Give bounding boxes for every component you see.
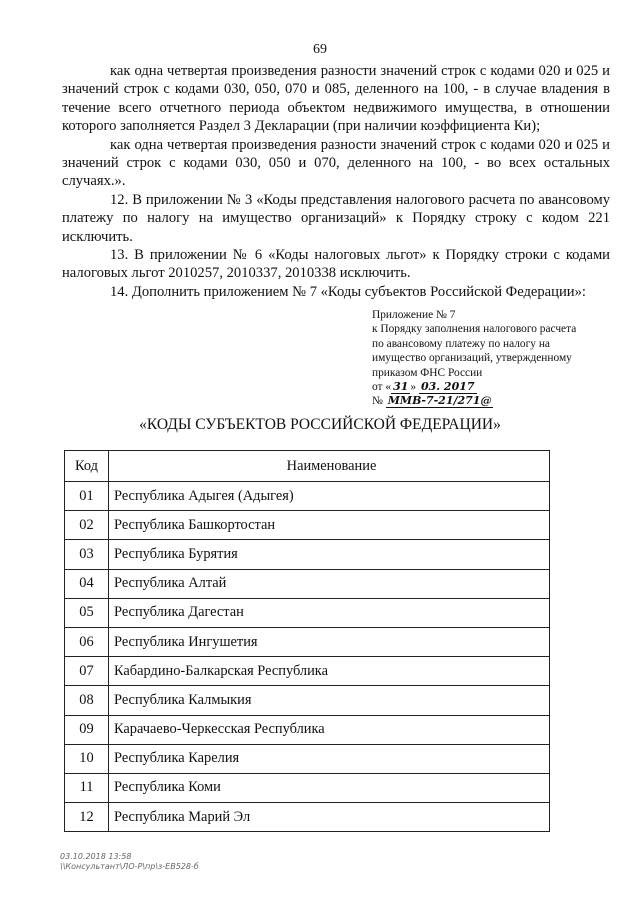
- cell-code: 10: [65, 744, 109, 773]
- appendix-line: Приложение № 7: [372, 309, 456, 321]
- paragraph: как одна четвертая произведения разности значений строк с кодами 020 и 025 и значений строк с кодами 030, 050, 070 и 085, деленного на 100, - в случае владения в течение всего отчетного периода объектом недвижимого имущества, в отношении которого заполняется Раздел 3 Декларации (при наличии коэффициента Ки);: [62, 63, 610, 135]
- appendix-header: [372, 308, 622, 409]
- appendix-line: к Порядку заполнения налогового расчета: [372, 323, 577, 336]
- table-row: [65, 773, 550, 802]
- cell-code: 07: [65, 657, 109, 686]
- appendix-line: по авансовому платежу по налогу на: [372, 337, 550, 350]
- table-row: [65, 540, 550, 569]
- cell-code: 02: [65, 511, 109, 540]
- body-text: [62, 62, 610, 301]
- cell-code: 09: [65, 715, 109, 744]
- table-row: [65, 686, 550, 715]
- region-codes-table: [64, 450, 550, 832]
- table-header-row: [65, 451, 550, 482]
- number-value: ММВ-7-21/271@: [387, 394, 492, 408]
- stamp-line: \\Консультант\ЛО-Р\пр\з-ЕВ528-б: [60, 861, 199, 871]
- table-row: [65, 511, 550, 540]
- table-row: [65, 715, 550, 744]
- table-row: [65, 627, 550, 656]
- table-row: [65, 744, 550, 773]
- header-name: Наименование: [109, 451, 550, 482]
- cell-code: 01: [65, 482, 109, 511]
- header-code: Код: [65, 451, 109, 482]
- cell-code: 11: [65, 773, 109, 802]
- table-row: [65, 598, 550, 627]
- page-number: 69: [313, 42, 327, 57]
- table-row: [65, 657, 550, 686]
- cell-name: Республика Адыгея (Адыгея): [109, 482, 550, 511]
- cell-name: Республика Бурятия: [109, 540, 550, 569]
- cell-name: Республика Дагестан: [109, 598, 550, 627]
- date-mid: »: [410, 381, 417, 394]
- cell-name: Республика Алтай: [109, 569, 550, 598]
- paragraph: 12. В приложении № 3 «Коды представления налогового расчета по авансовому платежу по налогу на имущество организаций» к Порядку строку с кодом 221 исключить.: [62, 191, 610, 245]
- paragraph: 14. Дополнить приложением № 7 «Коды субъектов Российской Федерации»:: [110, 283, 586, 300]
- cell-code: 08: [65, 686, 109, 715]
- table-row: [65, 482, 550, 511]
- cell-code: 12: [65, 803, 109, 832]
- cell-code: 03: [65, 540, 109, 569]
- appendix-line: приказом ФНС России: [372, 366, 483, 379]
- cell-name: Республика Коми: [109, 773, 550, 802]
- date-rest: 03. 2017: [420, 380, 475, 394]
- paragraph: как одна четвертая произведения разности значений строк с кодами 020 и 025 и значений строк с кодами 030, 050 и 070, деленного на 100, - во всех остальных случаях.».: [62, 136, 610, 190]
- cell-code: 04: [65, 569, 109, 598]
- appendix-number: [372, 394, 622, 408]
- appendix-date: [372, 380, 622, 394]
- cell-name: Республика Ингушетия: [109, 627, 550, 656]
- date-prefix: от «: [372, 381, 392, 394]
- number-prefix: №: [372, 395, 383, 408]
- cell-name: Республика Калмыкия: [109, 686, 550, 715]
- stamp-line: 03.10.2018 13:58: [60, 852, 132, 861]
- table-row: [65, 569, 550, 598]
- cell-code: 06: [65, 627, 109, 656]
- cell-name: Кабардино-Балкарская Республика: [109, 657, 550, 686]
- cell-name: Республика Карелия: [109, 744, 550, 773]
- section-title: «КОДЫ СУБЪЕКТОВ РОССИЙСКОЙ ФЕДЕРАЦИИ»: [139, 416, 501, 433]
- cell-name: Республика Башкортостан: [109, 511, 550, 540]
- print-stamp: [60, 852, 199, 871]
- table-row: [65, 803, 550, 832]
- cell-code: 05: [65, 598, 109, 627]
- cell-name: Карачаево-Черкесская Республика: [109, 715, 550, 744]
- appendix-line: имущество организаций, утвержденному: [372, 352, 572, 365]
- cell-name: Республика Марий Эл: [109, 803, 550, 832]
- paragraph: 13. В приложении № 6 «Коды налоговых льгот» к Порядку строки с кодами налоговых льгот 2010257, 2010337, 2010338 исключить.: [62, 247, 610, 282]
- date-day: 31: [393, 380, 409, 394]
